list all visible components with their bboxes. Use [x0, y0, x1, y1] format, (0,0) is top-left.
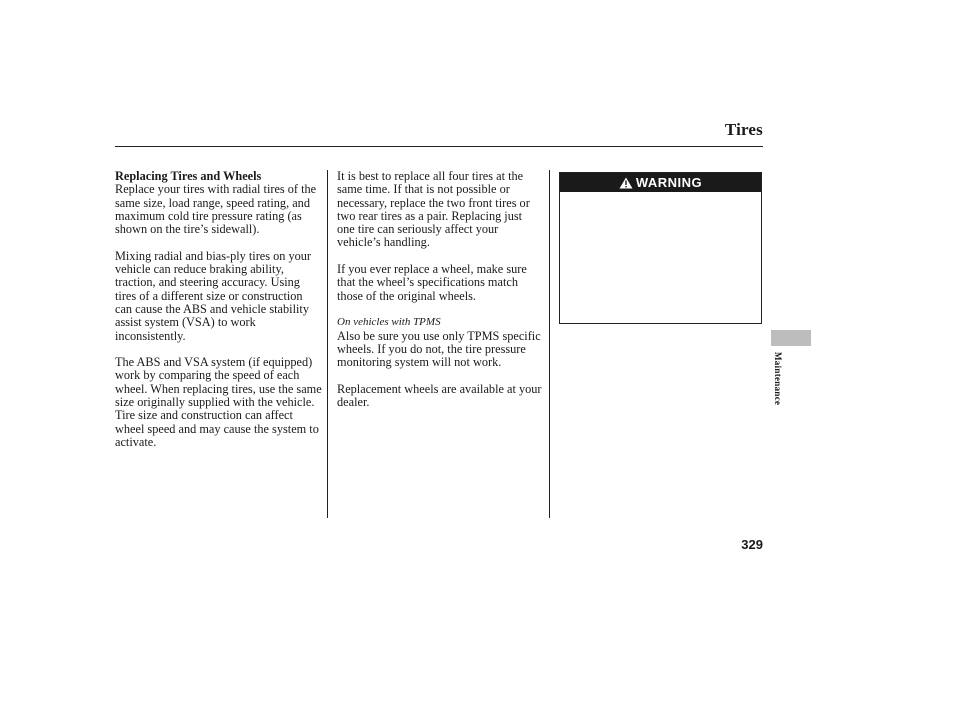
paragraph: Replacement wheels are available at your dealer.: [337, 381, 542, 410]
paragraph: The ABS and VSA system (if equipped) work by comparing the speed of each wheel. When replacing tires, use the same size originally supplied with the vehicle. Tire size and construction can affect wheel speed and may cause the system to activate.: [115, 355, 322, 449]
page-number: 329: [741, 537, 763, 552]
column-divider: [327, 170, 328, 518]
section-heading: Replacing Tires and Wheels: [115, 169, 262, 183]
paragraph: It is best to replace all four tires at the same time. If that is not possible or necessary, replace the two front tires or two rear tires as a pair. Replacing just one tire can seriously affect your vehicle’s handling.: [337, 169, 530, 250]
warning-box: [559, 172, 762, 324]
page-title: Tires: [724, 120, 763, 139]
section-label: Maintenance: [773, 352, 783, 406]
paragraph: If you ever replace a wheel, make sure that the wheel’s specifications match those of the original wheels.: [337, 262, 527, 303]
paragraph: Replace your tires with radial tires of the same size, load range, speed rating, and maximum cold tire pressure rating (as shown on the tire’s sidewall).: [115, 182, 317, 237]
column-2: [337, 170, 542, 423]
warning-bar: [560, 173, 761, 192]
section-tab: [771, 330, 811, 346]
header-rule: [115, 146, 763, 147]
warning-triangle-icon: [619, 177, 633, 189]
column-1: [115, 170, 322, 463]
subheading: On vehicles with TPMS: [337, 316, 441, 329]
column-divider: [549, 170, 550, 518]
paragraph: Also be sure you use only TPMS specific wheels. If you do not, the tire pressure monitoring system will not work.: [337, 328, 541, 370]
paragraph: Mixing radial and bias-ply tires on your vehicle can reduce braking ability, traction, and steering accuracy. Using tires of a different size or construction can cause the ABS and vehicle stability assist system (VSA) to work inconsistently.: [115, 248, 312, 343]
warning-label: WARNING: [635, 175, 703, 190]
